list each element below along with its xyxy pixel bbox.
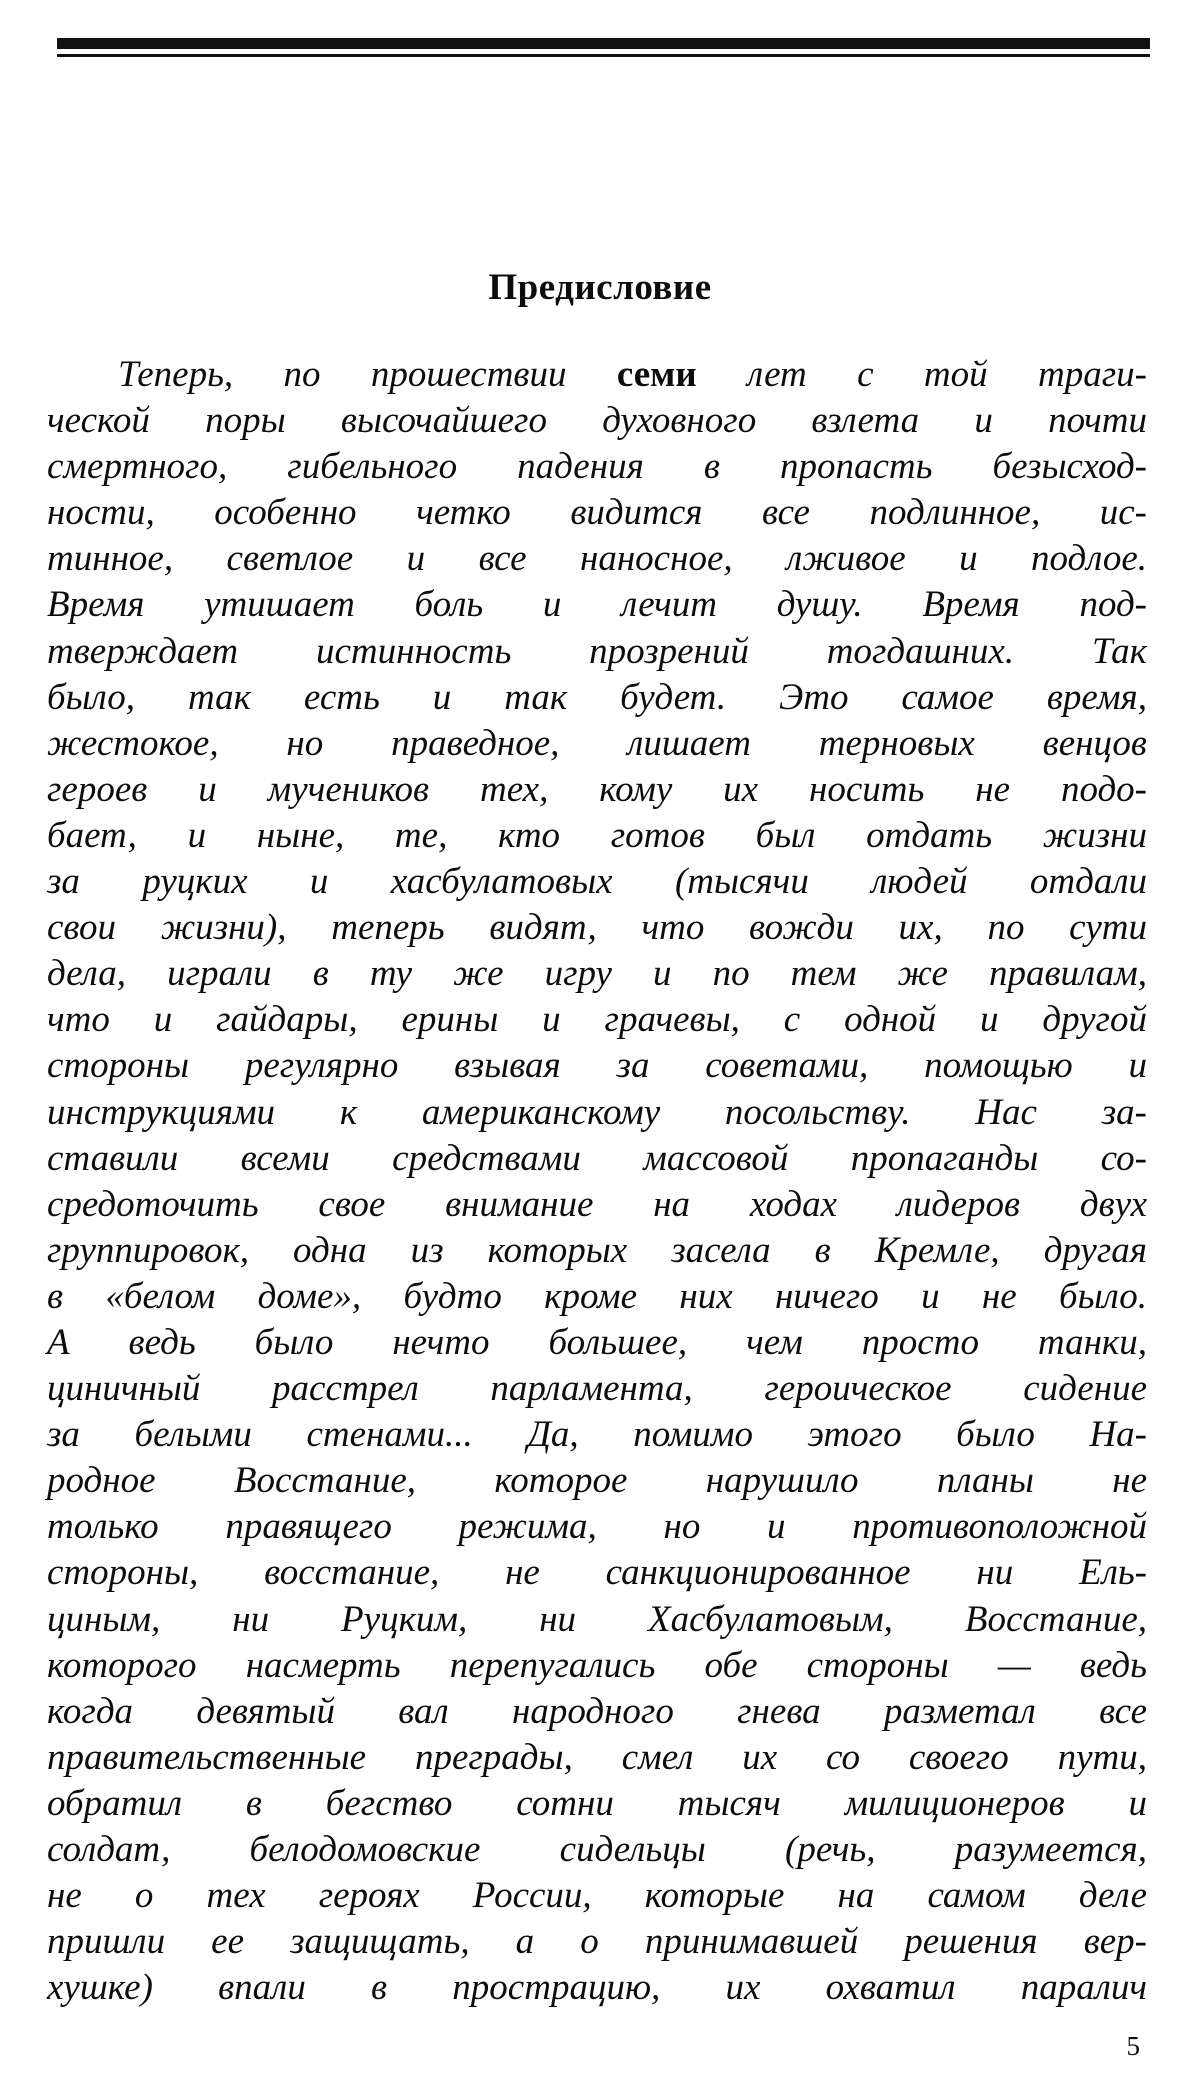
text-line: когда девятый вал народного гнева разметал все [47,1690,1147,1732]
page-title: Предисловие [488,267,712,308]
text-line: свои жизни), теперь видят, что вожди их, по сути [47,907,1147,949]
text-line: Время утишает боль и лечит душу. Время под- [47,584,1147,626]
text-line: смертного, гибельного падения в пропасть безысход- [47,446,1147,488]
text-line: пришли ее защищать, а о принимавшей решения вер- [47,1921,1147,1963]
text-line: в «белом доме», будто кроме них ничего и не было. [47,1275,1147,1317]
emphasized-word: семи [616,354,697,395]
text-line: ности, особенно четко видится все подлинное, ис- [47,492,1147,534]
text-line: которого насмерть перепугались обе стороны — ведь [47,1644,1147,1686]
text-line: не о тех героях России, которые на самом деле [47,1875,1147,1917]
text-line: стороны, восстание, не санкционированное ни Ель- [47,1552,1147,1594]
text-line: средоточить свое внимание на ходах лидеров двух [47,1183,1147,1225]
text-line: группировок, одна из которых засела в Кремле, другая [47,1229,1147,1271]
text-line: хушке) впали в прострацию, их охватил паралич [47,1967,1147,2009]
text-line: циным, ни Руцким, ни Хасбулатовым, Восстание, [47,1598,1147,1640]
text-line: А ведь было нечто большее, чем просто танки, [47,1321,1147,1363]
text-line: дела, играли в ту же игру и по тем же правилам, [47,953,1147,995]
text-line: обратил в бегство сотни тысяч милиционеров и [47,1782,1147,1824]
text-line: тинное, светлое и все наносное, лживое и подлое. [47,538,1147,580]
text-line: героев и мучеников тех, кому их носить не подо- [47,768,1147,810]
text-line: ческой поры высочайшего духовного взлета и почти [47,400,1147,442]
text-line: за руцких и хасбулатовых (тысячи людей отдали [47,861,1147,903]
text-line: бает, и ныне, те, кто готов был отдать жизни [47,814,1147,856]
text-line: солдат, белодомовские сидельцы (речь, разумеется, [47,1829,1147,1870]
text-fragment: лет с той траги- [696,354,1147,395]
text-line: инструкциями к американскому посольству. Нас за- [47,1091,1147,1133]
body-paragraph [47,352,1147,2011]
text-line: стороны регулярно взывая за советами, помощью и [47,1045,1147,1087]
text-line: за белыми стенами... Да, помимо этого было На- [47,1414,1147,1456]
header-rule-thin [57,54,1150,57]
text-line: циничный расстрел парламента, героическое сидение [47,1368,1147,1410]
text-line: ставили всеми средствами массовой пропаганды со- [47,1137,1147,1179]
text-line: родное Восстание, которое нарушило планы не [47,1460,1147,1502]
page-number: 5 [1126,2031,1140,2061]
text-line: что и гайдары, ерины и грачевы, с одной и другой [47,999,1147,1041]
header-rule-thick [57,38,1150,49]
text-line: правительственные преграды, смел их со своего пути, [47,1736,1147,1778]
text-fragment: Теперь, по прошествии [118,354,617,395]
text-line: тверждает истинность прозрений тогдашних. Так [47,630,1147,672]
text-line: только правящего режима, но и противоположной [47,1506,1147,1548]
text-line: было, так есть и так будет. Это самое время, [47,676,1147,718]
text-line: жестокое, но праведное, лишает терновых венцов [47,722,1147,764]
text-line [47,352,1147,398]
